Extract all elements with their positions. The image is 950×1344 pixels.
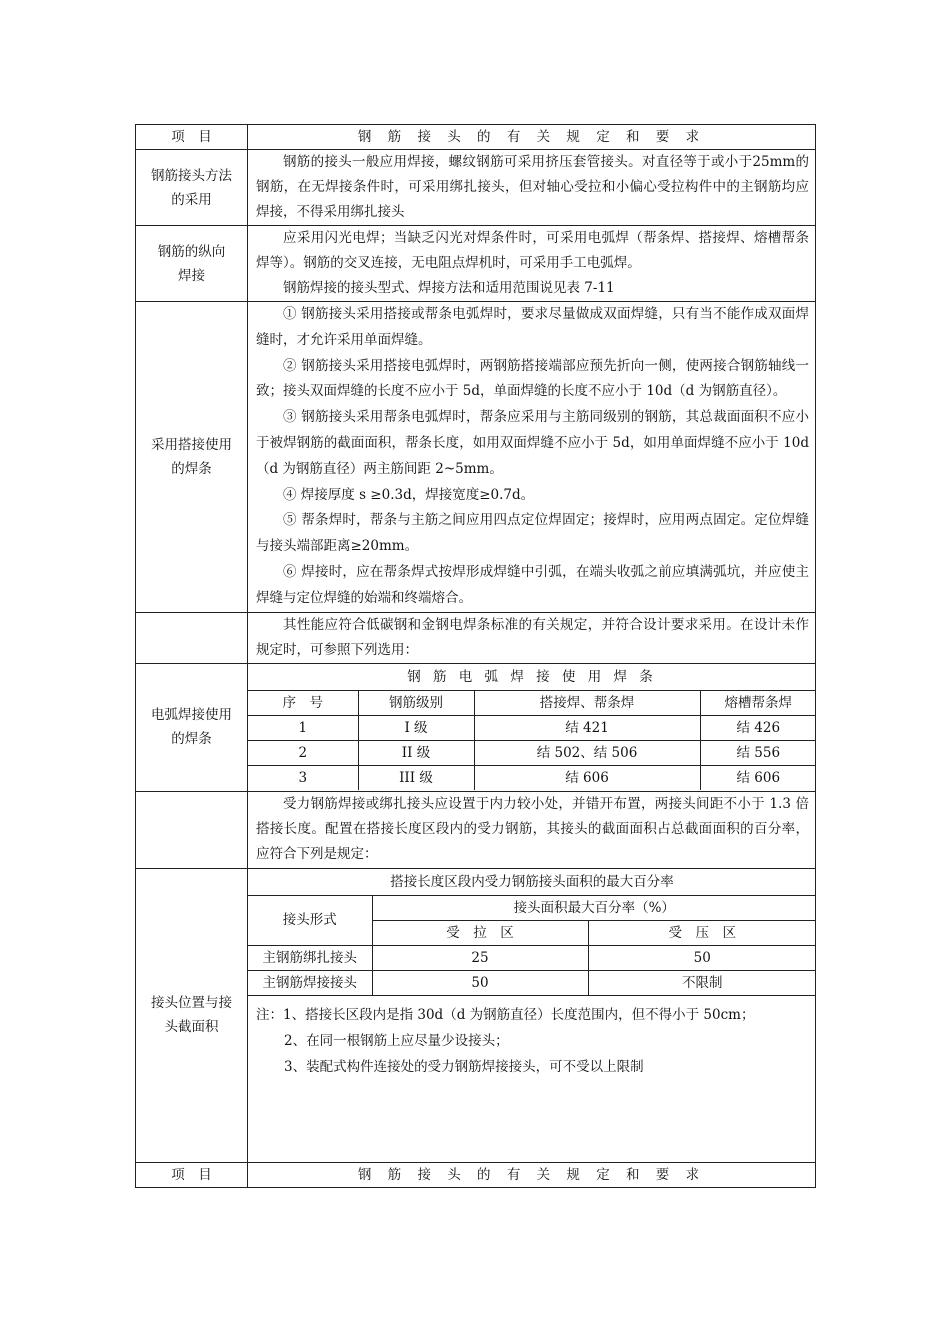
row-label-line2: 的焊条 bbox=[171, 731, 212, 748]
subtable-title-row bbox=[248, 869, 816, 896]
lap-weld-item-3: ③ 钢筋接头采用帮条电弧焊时，帮条应采用与主筋同级别的钢筋，其总裁面面积不应小于被焊钢筋的截面面积，帮条长度，如用双面焊缝不应小于 5d，如用单面焊缝不应小于 10d（d 为钢筋直径）两主筋间距 2~5mm。 bbox=[256, 409, 809, 477]
col-header-compression: 受 压 区 bbox=[588, 920, 816, 945]
col-header-grade: 钢筋级别 bbox=[358, 690, 474, 715]
row-label-line1: 电弧焊接使用 bbox=[151, 707, 232, 724]
table-cell: 结 556 bbox=[700, 740, 816, 765]
row-label-cell bbox=[136, 868, 248, 1162]
row-label-line2: 头截面积 bbox=[164, 1019, 219, 1036]
footer-requirement-label: 钢 筋 接 头 的 有 关 规 定 和 要 求 bbox=[357, 1166, 706, 1183]
footer-item-cell bbox=[136, 1162, 248, 1187]
rebar-joint-table bbox=[135, 124, 816, 1188]
subtable-title: 钢 筋 电 弧 焊 接 使 用 焊 条 bbox=[248, 664, 816, 691]
lap-weld-item-4: ④ 焊接厚度 s ≥0.3d，焊接宽度≥0.7d。 bbox=[283, 486, 535, 503]
header-requirement-cell bbox=[248, 125, 816, 150]
col-header-groove: 熔槽帮条焊 bbox=[700, 690, 816, 715]
row-content-cell bbox=[248, 150, 816, 226]
lap-weld-item-1: ① 钢筋接头采用搭接或帮条电弧焊时，要求尽量做成双面焊缝，只有当不能作成双面焊缝时，才允许采用单面焊缝。 bbox=[256, 306, 809, 348]
header-requirement-label: 钢 筋 接 头 的 有 关 规 定 和 要 求 bbox=[357, 129, 706, 145]
header-item-cell bbox=[136, 125, 248, 150]
table-cell: 结 502、结 506 bbox=[474, 740, 700, 765]
longitudinal-text-1: 应采用闪光电焊；当缺乏闪光对焊条件时，可采用电弧焊（帮条焊、搭接焊、熔槽帮条焊等）。钢筋的交叉连接，无电阻点焊机时，可采用手工电弧焊。 bbox=[256, 230, 809, 271]
lap-weld-item-6: ⑥ 焊接时，应在帮条焊式按焊形成焊缝中引弧，在端头收弧之前应填满弧坑，并应使主焊缝与定位焊缝的始端和终端熔合。 bbox=[256, 563, 809, 606]
document-page bbox=[135, 124, 815, 1188]
row-electrode-note bbox=[136, 612, 816, 663]
table-cell: 50 bbox=[588, 945, 816, 970]
note-line-2: 2、在同一根钢筋上应尽量少设接头； bbox=[284, 1032, 509, 1049]
table-cell: III 级 bbox=[358, 765, 474, 790]
footer-requirement-cell bbox=[248, 1162, 816, 1187]
row-content-cell bbox=[248, 612, 816, 663]
row-label-line2: 的采用 bbox=[171, 191, 212, 208]
row-arc-weld-electrode bbox=[136, 663, 816, 791]
table-header-row bbox=[136, 125, 816, 150]
lap-weld-item-5: ⑤ 帮条焊时，帮条与主筋之间应用四点定位焊固定；接焊时，应用两点固定。定位焊缝与接头端部距离≥20mm。 bbox=[256, 512, 809, 555]
col-header-seq: 序 号 bbox=[248, 690, 358, 715]
row-label-cell-empty bbox=[136, 612, 248, 663]
col-header-lap: 搭接焊、帮条焊 bbox=[474, 690, 700, 715]
table-row bbox=[248, 765, 816, 790]
row-label-line2: 焊接 bbox=[178, 267, 205, 284]
row-content-cell bbox=[248, 791, 816, 868]
row-content-cell bbox=[248, 226, 816, 302]
row-label-line2: 的焊条 bbox=[171, 460, 212, 477]
row-label-cell bbox=[136, 302, 248, 613]
header-item-label: 项 目 bbox=[171, 129, 212, 145]
col-header-tension: 受 拉 区 bbox=[372, 920, 588, 945]
longitudinal-text-2: 钢筋焊接的接头型式、焊接方法和适用范围说见表 7-11 bbox=[283, 280, 615, 296]
row-label-line1: 钢筋的纵向 bbox=[157, 243, 226, 260]
table-cell: 3 bbox=[248, 765, 358, 790]
subtable-header-row bbox=[248, 895, 816, 920]
table-cell: 不限制 bbox=[588, 970, 816, 995]
row-content-cell bbox=[248, 663, 816, 791]
table-cell: 主钢筋焊接接头 bbox=[248, 970, 372, 995]
joint-area-notes bbox=[248, 996, 815, 1086]
table-cell: 25 bbox=[372, 945, 588, 970]
table-row bbox=[248, 970, 816, 995]
table-row bbox=[248, 715, 816, 740]
row-lap-weld-electrode bbox=[136, 302, 816, 613]
row-joint-position-note bbox=[136, 791, 816, 868]
subtable-title: 搭接长度区段内受力钢筋接头面积的最大百分率 bbox=[248, 869, 816, 896]
table-cell: 主钢筋绑扎接头 bbox=[248, 945, 372, 970]
arc-weld-electrode-table bbox=[248, 664, 816, 790]
row-label-cell-empty bbox=[136, 791, 248, 868]
row-label-line1: 接头位置与接 bbox=[151, 995, 232, 1012]
table-cell: 结 606 bbox=[700, 765, 816, 790]
row-joint-area bbox=[136, 868, 816, 1162]
row-longitudinal-weld bbox=[136, 226, 816, 302]
joint-area-table bbox=[248, 869, 816, 996]
table-cell: 50 bbox=[372, 970, 588, 995]
table-cell: 结 606 bbox=[474, 765, 700, 790]
row-label-cell bbox=[136, 226, 248, 302]
table-cell: 结 421 bbox=[474, 715, 700, 740]
joint-position-note-text: 受力钢筋焊接或绑扎接头应设置于内力较小处，并错开布置，两接头间距不小于 1.3 倍搭接长度。配置在搭接长度区段内的受力钢筋，其接头的截面面积占总截面面积的百分率，应符合下列是规定： bbox=[256, 795, 809, 862]
note-line-1: 注：1、搭接长区段内是指 30d（d 为钢筋直径）长度范围内，但不得小于 50cm； bbox=[256, 1006, 755, 1023]
subtable-title-row bbox=[248, 664, 816, 691]
note-line-3: 3、装配式构件连接处的受力钢筋焊接接头，可不受以上限制 bbox=[284, 1058, 644, 1075]
col-header-pct: 接头面积最大百分率（%） bbox=[372, 895, 816, 920]
row-content-cell bbox=[248, 302, 816, 613]
table-cell: II 级 bbox=[358, 740, 474, 765]
table-cell: 2 bbox=[248, 740, 358, 765]
row-label-cell bbox=[136, 663, 248, 791]
table-footer-row bbox=[136, 1162, 816, 1187]
subtable-header-row bbox=[248, 690, 816, 715]
table-row bbox=[248, 945, 816, 970]
row-content-cell bbox=[248, 868, 816, 1162]
col-header-form: 接头形式 bbox=[248, 895, 372, 945]
table-cell: 1 bbox=[248, 715, 358, 740]
row-label-line1: 采用搭接使用 bbox=[151, 436, 232, 453]
lap-weld-item-2: ② 钢筋接头采用搭接电弧焊时，两钢筋搭接端部应预先折向一侧，使两接合钢筋轴线一致；接头双面焊缝的长度不应小于 5d，单面焊缝的长度不应小于 10d（d 为钢筋直径）。 bbox=[256, 357, 809, 400]
row-label-line1: 钢筋接头方法 bbox=[151, 167, 232, 184]
row-label-cell bbox=[136, 150, 248, 226]
footer-item-label: 项 目 bbox=[171, 1166, 212, 1183]
row-joint-method bbox=[136, 150, 816, 226]
table-row bbox=[248, 740, 816, 765]
table-cell: I 级 bbox=[358, 715, 474, 740]
table-cell: 结 426 bbox=[700, 715, 816, 740]
electrode-note-text: 其性能应符合低碳钢和金钢电焊条标准的有关规定，并符合设计要求采用。在设计未作规定时，可参照下列选用： bbox=[256, 616, 809, 658]
joint-method-text: 钢筋的接头一般应用焊接，螺纹钢筋可采用挤压套管接头。对直径等于或小于25mm的钢筋，在无焊接条件时，可采用绑扎接头，但对轴心受拉和小偏心受拉构件中的主钢筋均应焊接，不得采用绑扎接头 bbox=[256, 154, 809, 220]
